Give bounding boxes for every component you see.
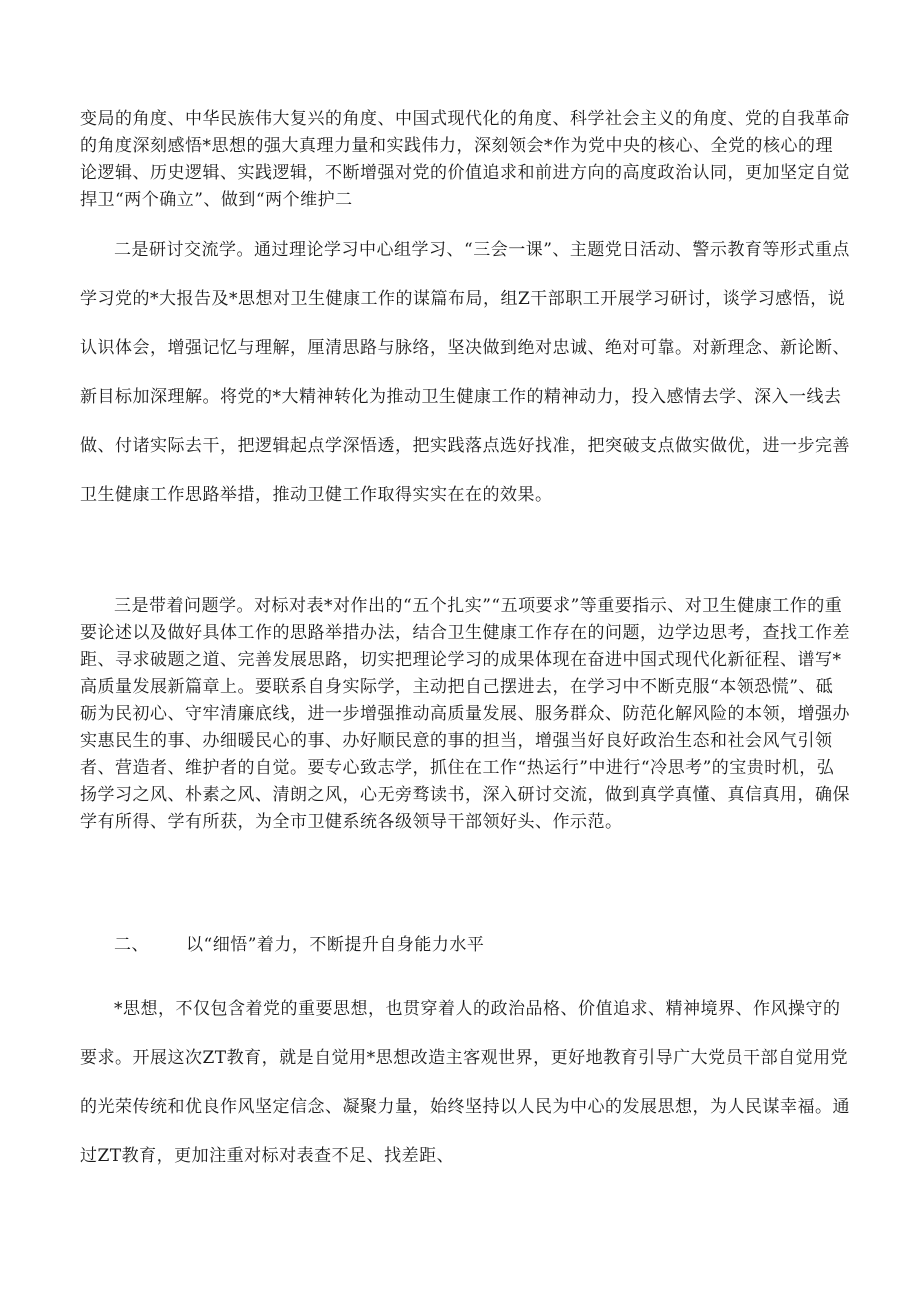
paragraph-thought: *思想，不仅包含着党的重要思想，也贯穿着人的政治品格、价值追求、精神境界、作风操守的要求。开展这次ZT教育，就是自觉用*思想改造主客观世界，更好地教育引导广大党员干部自觉用党的光荣传统和优良作风坚定信念、凝聚力量，始终坚持以人民为中心的发展思想，为人民谋幸福。通过ZT教育，更加注重对标对表查不足、找差距、 <box>80 999 850 1166</box>
paragraph-problem-study: 三是带着问题学。对标对表*对作出的“五个扎实”“五项要求”等重要指示、对卫生健康工作的重要论述以及做好具体工作的思路举措办法，结合卫生健康工作存在的问题，边学边思考，查找工作差距、寻求破题之道、完善发展思路，切实把理论学习的成果体现在奋进中国式现代化新征程、谱写*高质量发展新篇章上。要联系自身实际学，主动把自己摆进去，在学习中不断克服“本领恐慌”、砥砺为民初心、守牢清廉底线，进一步增强推动高质量发展、服务群众、防范化解风险的本领，增强办实惠民生的事、办细暖民心的事、办好顺民意的事的担当，增强当好良好政治生态和社会风气引领者、营造者、维护者的自觉。要专心致志学，抓住在工作“热运行”中进行“冷思考”的宝贵时机，弘扬学习之风、朴素之风、清朗之风，心无旁骛读书，深入研讨交流，做到真学真懂、真信真用，确保学有所得、学有所获，为全市卫健系统各级领导干部领好头、作示范。 <box>80 596 850 832</box>
section-heading <box>114 930 814 960</box>
paragraph-continued: 变局的角度、中华民族伟大复兴的角度、中国式现代化的角度、科学社会主义的角度、党的自我革命的角度深刻感悟*思想的强大真理力量和实践伟力，深刻领会*作为党中央的核心、全党的核心的理论逻辑、历史逻辑、实践逻辑，不断增强对党的价值追求和前进方向的高度政治认同，更加坚定自觉捍卫“两个确立”、做到“两个维护二 <box>80 109 850 210</box>
paragraph-discussion-study: 二是研讨交流学。通过理论学习中心组学习、“三会一课”、主题党日活动、警示教育等形式重点学习党的*大报告及*思想对卫生健康工作的谋篇布局，组Z干部职工开展学习研讨，谈学习感悟，说认识体会，增强记忆与理解，厘清思路与脉络，坚决做到绝对忠诚、绝对可靠。对新理念、新论断、新目标加深理解。将党的*大精神转化为推动卫生健康工作的精神动力，投入感情去学、深入一线去做、付诸实际去干，把逻辑起点学深悟透，把实践落点选好找准，把突破支点做实做优，进一步完善卫生健康工作思路举措，推动卫健工作取得实实在在的效果。 <box>80 240 850 505</box>
section-title: 以“细悟”着力，不断提升自身能力水平 <box>186 935 485 955</box>
section-number: 二、 <box>114 935 149 955</box>
